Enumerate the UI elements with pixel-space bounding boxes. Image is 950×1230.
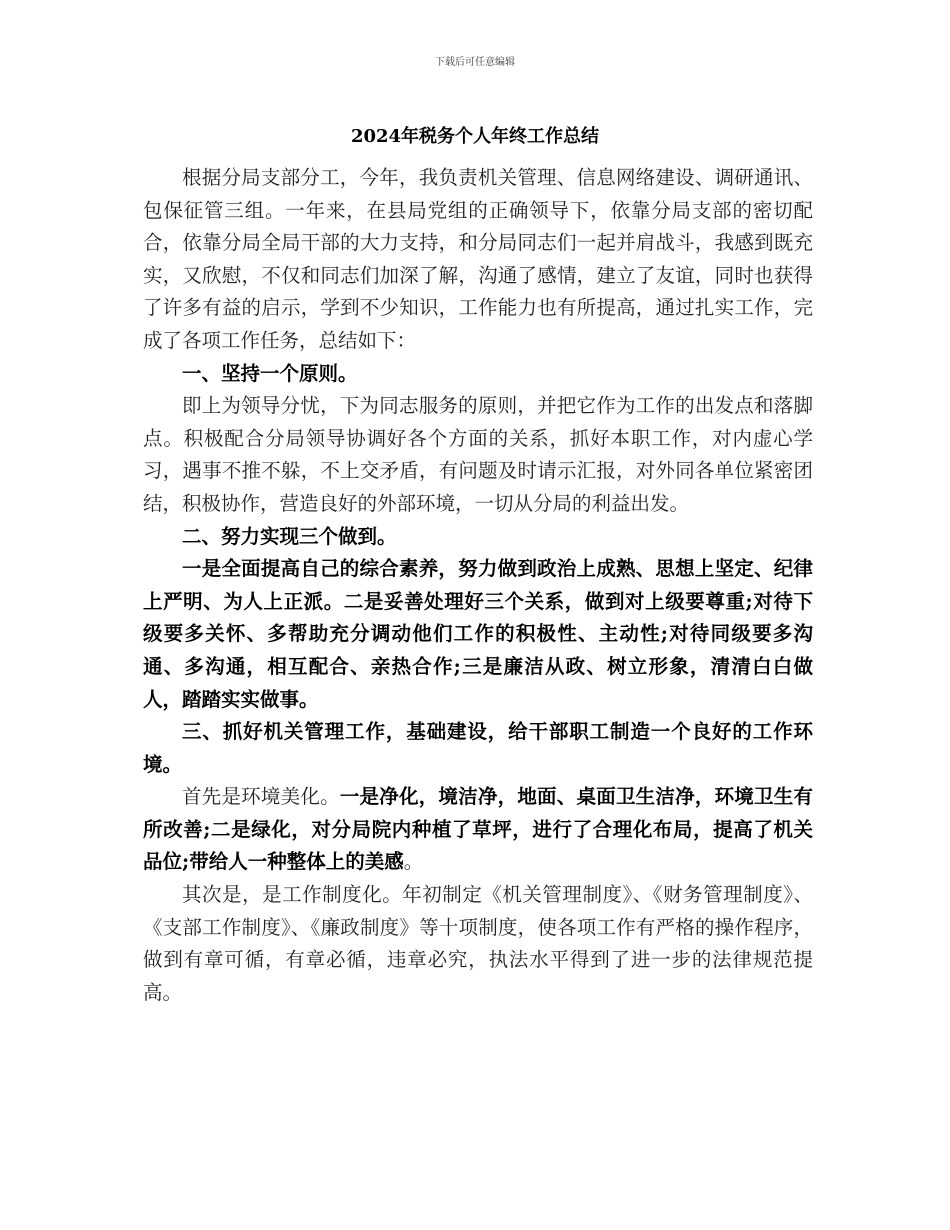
- paragraph-institutionalization: 其次是，是工作制度化。年初制定《机关管理制度》、《财务管理制度》、《支部工作制度》、《廉政制度》等十项制度，使各项工作有严格的操作程序，做到有章可循，有章必循，违章必究，执法水平得到了进一步的法律规范提高。: [143, 883, 813, 1004]
- paragraph-environment-lead: 首先是环境美化。: [182, 785, 340, 809]
- paragraph-environment-end: 。: [403, 850, 424, 874]
- paragraph-intro: 根据分局支部分工，今年，我负责机关管理、信息网络建设、调研通讯、包保征管三组。一年来，在县局党组的正确领导下，依靠分局支部的密切配合，依靠分局全局干部的大力支持，和分局同志们一起并肩战斗，我感到既充实，又欣慰，不仅和同志们加深了解，沟通了感情，建立了友谊，同时也获得了许多有益的启示，学到不少知识，工作能力也有所提高，通过扎实工作，完成了各项工作任务，总结如下：: [143, 166, 813, 352]
- paragraph-environment-bold: 一是净化，境洁净，地面、桌面卫生洁净，环境卫生有所改善;二是绿化，对分局院内种植了草坪，进行了合理化布局，提高了机关品位;带给人一种整体上的美感: [143, 785, 813, 874]
- paragraph-environment: [143, 781, 813, 879]
- paragraph-section-1: 即上为领导分忧，下为同志服务的原则，并把它作为工作的出发点和落脚点。积极配合分局领导协调好各个方面的关系，抓好本职工作，对内虚心学习，遇事不推不躲，不上交矛盾，有问题及时请示汇报，对外同各单位紧密团结，积极协作，营造良好的外部环境，一切从分局的利益出发。: [143, 394, 813, 515]
- section-heading-1: 一、坚持一个原则。: [182, 361, 358, 385]
- document-title: 2024年税务个人年终工作总结: [350, 126, 600, 147]
- paragraph-section-2: 一是全面提高自己的综合素养，努力做到政治上成熟、思想上坚定、纪律上严明、为人上正派。二是妥善处理好三个关系，做到对上级要尊重;对待下级要多关怀、多帮助充分调动他们工作的积极性、主动性;对待同级要多沟通、多沟通，相互配合、亲热合作;三是廉洁从政、树立形象，清清白白做人，踏踏实实做事。: [143, 557, 813, 711]
- section-heading-3: 三、抓好机关管理工作，基础建设，给干部职工制造一个良好的工作环境。: [143, 720, 813, 776]
- page-header: 下载后可任意编辑: [435, 57, 515, 68]
- document-body: [143, 162, 813, 1009]
- section-heading-2: 二、努力实现三个做到。: [182, 524, 397, 548]
